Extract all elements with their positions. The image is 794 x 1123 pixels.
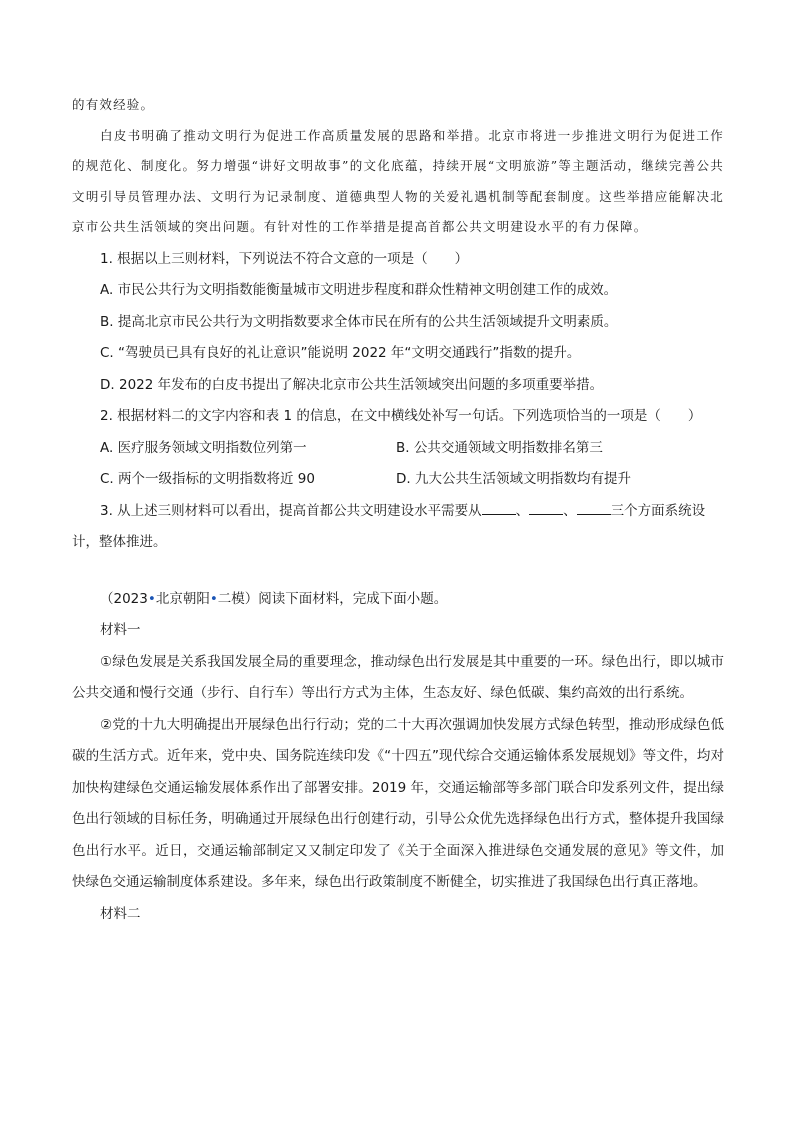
question-3-stem [72,496,724,528]
question-3 [72,496,724,559]
question-1 [72,244,724,402]
source-open: （2023 [100,590,148,607]
question-3-text-1: 3. 从上述三则材料可以看出，提高首都公共文明建设水平需要从 [100,502,482,519]
question-2-option-c: C. 两个一级指标的文明指数将近 90 [100,471,315,487]
question-2-option-b: B. 公共交通领域文明指数排名第三 [396,439,603,456]
question-1-stem: 1. 根据以上三则材料，下列说法不符合文意的一项是（ ） [100,250,469,267]
passage-tail [72,90,724,243]
material-1-label: 材料一 [100,622,141,638]
answer-blank-3[interactable] [577,500,611,515]
question-1-option-b: B. 提高北京市民公共行为文明指数要求全体市民在所有的公共生活领域提升文明素质。 [100,313,618,330]
document-page [72,90,724,930]
question-3-line-2: 计，整体推进。 [72,534,167,550]
question-2-option-d: D. 九大公共生活领域文明指数均有提升 [396,471,631,487]
question-1-option-c: C. “驾驶员已具有良好的礼让意识”能说明 2022 年“文明交通践行”指数的提升。 [100,345,581,361]
answer-blank-2[interactable] [529,500,563,515]
question-1-option-d: D. 2022 年发布的白皮书提出了解决北京市公共生活领域突出问题的多项重要举措。 [100,376,604,393]
question-2-option-a: A. 医疗服务领域文明指数位列第一 [100,439,307,456]
source-close: 二模）阅读下面材料，完成下面小题。 [217,590,448,607]
source-dot-1: • [147,590,156,607]
question-2-stem: 2. 根据材料二的文字内容和表 1 的信息，在文中横线处补写一句话。下列选项恰当的一项是（ ） [100,408,702,424]
source-dot-2: • [209,590,218,607]
question-3-text-2: 三个方面系统设 [610,502,706,519]
passage-paragraph: 白皮书明确了推动文明行为促进工作高质量发展的思路和举措。北京市将进一步推进文明行为促进工作的规范化、制度化。努力增强“讲好文明故事”的文化底蕴，持续开展“文明旅游”等主题活动，继续完善公共文明引导员管理办法、文明行为记录制度、道德典型人物的关爱礼遇机制等配套制度。这些举措应能解决北京市公共生活领域的突出问题。有针对性的工作举措是提高首都公共文明建设水平的有力保障。 [72,127,724,234]
section-2-source [72,584,724,616]
question-3-separator-1: 、 [515,502,530,519]
section-2 [72,584,724,931]
section-spacer [72,559,724,584]
question-2-options-row-1 [72,433,724,465]
question-2-options-row-2 [72,464,724,496]
question-3-separator-2: 、 [563,502,577,519]
question-1-option-a: A. 市民公共行为文明指数能衡量城市文明进步程度和群众性精神文明创建工作的成效。 [100,282,618,298]
source-region: 北京朝阳 [155,590,210,607]
answer-blank-1[interactable] [482,500,516,515]
material-1-paragraph-2: ②党的十九大明确提出开展绿色出行行动；党的二十大再次强调加快发展方式绿色转型，推动形成绿色低碳的生活方式。近年来，党中央、国务院连续印发《“十四五”现代综合交通运输体系发展规划》等文件，均对加快构建绿色交通运输发展体系作出了部署安排。2019 年，交通运输部等多部门联合印发系列文件，提出绿色出行领域的目标任务，明确通过开展绿色出行创建行动，引导公众优先选择绿色出行方式，整体提升我国绿色出行水平。近日，交通运输部制定又又制定印发了《关于全面深入推进绿色交通发展的意见》等文件，加 快绿色交通运输制度体系建设。多年来，绿色出行政策制度不断健全，切实推进了我国绿色出行真正落地。 [72,716,724,890]
material-2-label: 材料二 [100,905,141,922]
material-1-paragraph-1: ①绿色发展是关系我国发展全局的重要理念，推动绿色出行发展是其中重要的一环。绿色出行，即以城市公共交通和慢行交通（步行、自行车）等出行方式为主体，生态友好、绿色低碳、集约高效的出行系统。 [72,653,724,701]
question-2 [72,401,724,496]
passage-line-0: 的有效经验。 [72,97,155,112]
